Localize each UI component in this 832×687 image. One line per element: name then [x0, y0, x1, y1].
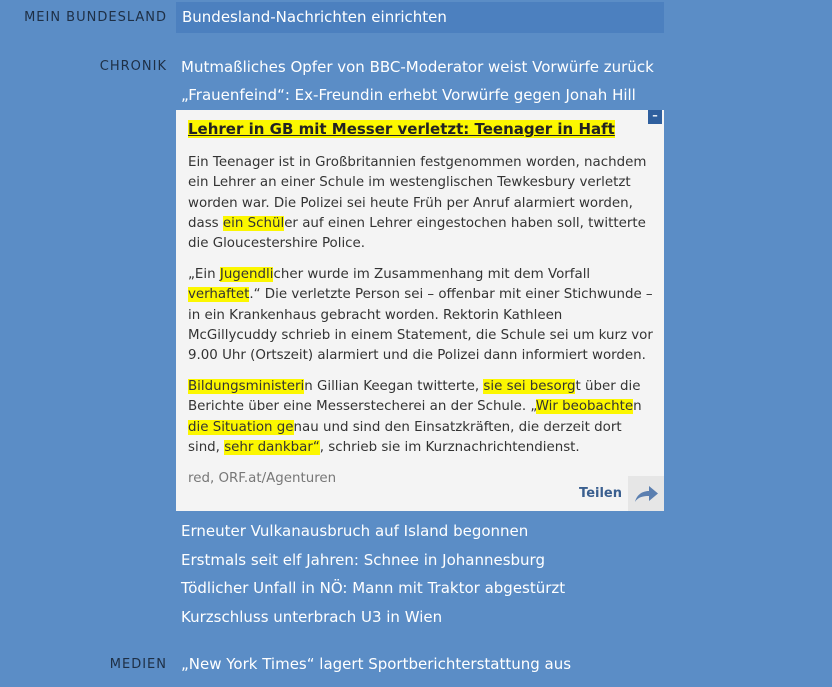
share-label[interactable]: Teilen: [579, 486, 622, 501]
headline-link[interactable]: Tödlicher Unfall in NÖ: Mann mit Traktor abgestürzt: [181, 579, 566, 597]
article-source: red, ORF.at/Agenturen: [188, 471, 337, 486]
bundesland-setup-button[interactable]: Bundesland-Nachrichten einrichten: [176, 2, 664, 33]
highlight: sehr dankbar“: [224, 439, 320, 455]
headline-link[interactable]: „Frauenfeind“: Ex-Freundin erhebt Vorwürfe gegen Jonah Hill: [181, 86, 636, 104]
headline-link[interactable]: Erneuter Vulkanausbruch auf Island begonnen: [181, 522, 529, 540]
highlight: sie sei besorg: [483, 378, 576, 394]
headline-link[interactable]: Mutmaßliches Opfer von BBC-Moderator weist Vorwürfe zurück: [181, 58, 654, 76]
highlight: die Situation ge: [188, 419, 294, 435]
highlight: Lehrer in GB mit Messer verletzt: Teenager in Haft: [188, 120, 615, 138]
section-label-chronik: CHRONIK: [99, 59, 167, 74]
article-title[interactable]: [188, 120, 648, 138]
article-paragraph: „Ein Jugendlicher wurde im Zusammenhang mit dem Vorfall verhaftet.“ Die verletzte Person sei – offenbar mit einer Stichwunde – in ein Krankenhaus gebracht worden. Rektorin Kathleen McGillycuddy schrieb in einem Statement, die Schule sei um kurz vor 9.00 Uhr (Ortszeit) alarmiert und die Polizei dann informiert worden.: [188, 266, 653, 364]
highlight: Bildungsministeri: [188, 378, 305, 394]
section-label-medien: MEDIEN: [109, 657, 167, 672]
article-paragraph: Ein Teenager ist in Großbritannien festgenommen worden, nachdem ein Lehrer an einer Schule im westenglischen Tewkesbury verletzt worden war. Die Polizei sei heute Früh per Anruf alarmiert worden, dass ein Schüler auf einen Lehrer eingestochen haben soll, twitterte die Gloucestershire Police.: [188, 155, 647, 252]
article-paragraph: Bildungsministerin Gillian Keegan twitterte, sie sei besorgt über die Berichte über eine Messerstecherei an der Schule. „Wir beobachten die Situation genau und sind den Einsatzkräften, die derzeit dort sind, sehr dankbar“, schrieb sie im Kurznachrichtendienst.: [188, 378, 642, 455]
highlight: ein Schül: [222, 215, 285, 231]
highlight: verhaftet: [188, 287, 250, 303]
highlight: Wir beobachte: [535, 399, 634, 415]
article-body: [188, 153, 654, 469]
section-label-mein-bundesland: MEIN BUNDESLAND: [24, 10, 167, 25]
expanded-article: [176, 110, 664, 511]
collapse-button[interactable]: –: [648, 110, 662, 124]
headline-link[interactable]: Erstmals seit elf Jahren: Schnee in Johannesburg: [181, 551, 545, 569]
share-arrow-icon[interactable]: [628, 476, 664, 511]
headline-link[interactable]: Kurzschluss unterbrach U3 in Wien: [181, 608, 443, 626]
highlight: Jugendli: [219, 266, 274, 282]
share-button[interactable]: [579, 476, 664, 511]
headline-link[interactable]: „New York Times“ lagert Sportberichterstattung aus: [181, 655, 572, 673]
